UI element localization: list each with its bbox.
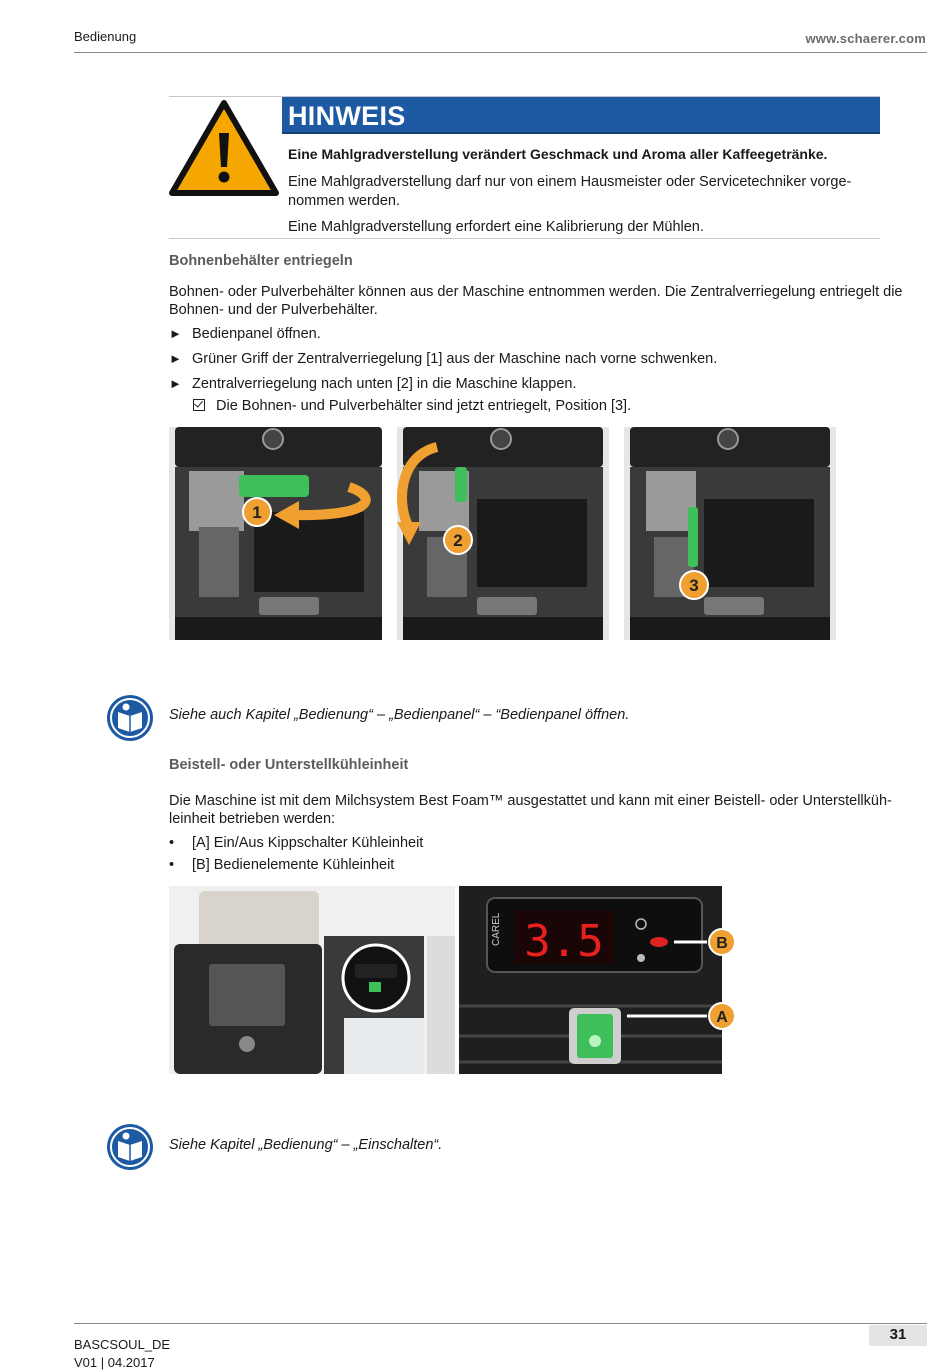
footer-version: V01 | 04.2017	[74, 1355, 155, 1370]
step-item	[169, 376, 577, 392]
step-arrow-icon: ►	[169, 326, 182, 341]
bullet-item: • [A] Ein/Aus Kippschalter Kühleinheit	[169, 835, 424, 851]
checkbox-checked-icon	[193, 399, 205, 411]
notice-bottom-rule	[169, 238, 880, 239]
photo-step-2	[397, 427, 609, 640]
header-website[interactable]: www.schaerer.com	[805, 31, 926, 46]
photo-machine-with-cooler	[169, 886, 455, 1074]
step-text: Bedienpanel öffnen.	[192, 326, 321, 342]
reference-text-2[interactable]: Siehe Kapitel „Bedienung“ – „Einschalten“.	[169, 1137, 443, 1153]
callout-A: A	[716, 1009, 728, 1026]
footer-doc-id: BASCSOUL_DE	[74, 1337, 171, 1352]
step-arrow-icon: ►	[169, 376, 182, 391]
section1-intro: Bohnen- oder Pulverbehälter können aus der Maschine entnommen werden. Die Zentralverriegelung entriegelt die Bohnen- und der Pulverbehälter.	[169, 284, 903, 318]
page-number: 31	[889, 1326, 907, 1343]
bullet-text: [B] Bedienelemente Kühleinheit	[192, 857, 395, 873]
section-heading-unlock: Bohnenbehälter entriegeln	[169, 253, 353, 269]
step-arrow-icon: ►	[169, 351, 182, 366]
bullet-item: • [B] Bedienelemente Kühleinheit	[169, 857, 395, 873]
result-text: Die Bohnen- und Pulverbehälter sind jetzt entriegelt, Position [3].	[216, 398, 632, 414]
manual-reference-icon	[106, 1123, 154, 1171]
callout-1: 1	[252, 503, 262, 522]
header-section-title: Bedienung	[74, 29, 137, 44]
result-item	[193, 398, 631, 414]
step-text: Zentralverriegelung nach unten [2] in die Maschine klappen.	[192, 376, 577, 392]
notice-title: HINWEIS	[288, 101, 406, 131]
step-item	[169, 326, 321, 342]
header-divider	[74, 52, 927, 53]
step-item	[169, 351, 717, 367]
photo-cooler-controls	[459, 886, 728, 1074]
cooler-display-value: 3.5	[524, 916, 604, 967]
notice-paragraph-1: Eine Mahlgradverstellung darf nur von einem Hausmeister oder Servicetechniker vorge-nommen werden.	[288, 174, 852, 209]
photo-step-1	[169, 427, 382, 640]
reference-text-1[interactable]: Siehe auch Kapitel „Bedienung“ – „Bedienpanel“ – “Bedienpanel öffnen.	[169, 707, 630, 723]
step-text: Grüner Griff der Zentralverriegelung [1] aus der Maschine nach vorne schwenken.	[192, 351, 718, 367]
photo-step-3	[624, 427, 880, 640]
warning-triangle-icon	[169, 99, 279, 197]
notice-bold-line: Eine Mahlgradverstellung verändert Geschmack und Aroma aller Kaffeegetränke.	[288, 146, 828, 162]
section-heading-cooling-unit: Beistell- oder Unterstellkühleinheit	[169, 757, 409, 773]
section2-intro: Die Maschine ist mit dem Milchsystem Best Foam™ ausgestattet und kann mit einer Beistell- oder Unterstellküh-leinheit betrieben werden:	[169, 793, 892, 827]
callout-B: B	[716, 935, 728, 952]
manual-reference-icon	[106, 694, 154, 742]
callout-2: 2	[453, 531, 463, 550]
notice-paragraph-2: Eine Mahlgradverstellung erfordert eine Kalibrierung der Mühlen.	[288, 219, 704, 235]
bullet-text: [A] Ein/Aus Kippschalter Kühleinheit	[192, 835, 424, 851]
footer-divider	[74, 1323, 927, 1324]
carel-brand-label: CAREL	[491, 912, 502, 946]
callout-3: 3	[689, 576, 699, 595]
